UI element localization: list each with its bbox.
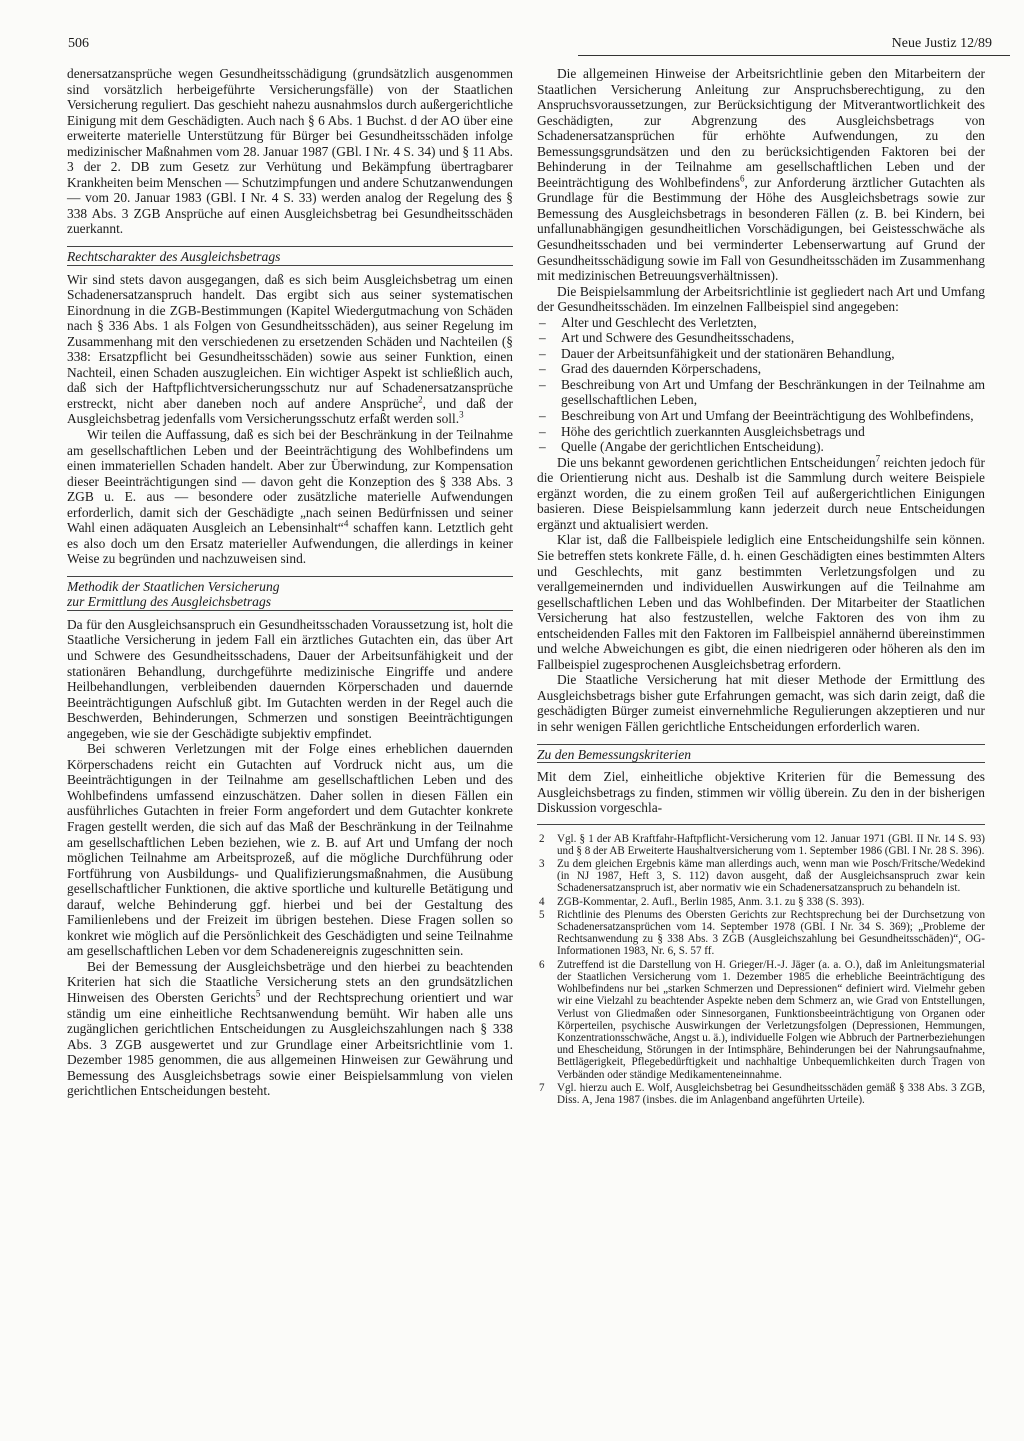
paragraph-text: Die uns bekannt gewordenen gerichtlichen Entscheidungen xyxy=(557,454,876,470)
footnote-number: 3 xyxy=(539,858,545,871)
paragraph-text: Wir teilen die Auffassung, daß es sich bei der Beschränkung in der Teilnahme am gesellschaftlichen Leben und der Beeinträchtigung des Wohlbefindens um einen immateriellen Schaden handelt. Aber zur Überwindung, zur Kompensation dieser Beeinträchtigungen sind — davon geht die Konzeption des § 338 Abs. 3 ZGB u. E. aus — besondere oder zusätzliche materielle Aufwendungen erforderlich, damit sich der Geschädigte „nach seinen Bedürfnissen und seiner Wahl einen adäquaten Ausgleich an Lebensinhalt“ xyxy=(67,426,513,536)
footnote xyxy=(537,833,985,857)
paragraph-text: , zur Anforderung ärztlicher Gutachten als Grundlage für die Bestimmung der Höhe des Ausgleichsbetrags sowie zur Bemessung des Ausgleichsbetrags in besonderen Fällen (z. B. bei Kindern, bei unfallunabhängigen gesundheitlichen Vorschädigungen, bei Geistesschwäche als Gesundheitsschaden und bei verminderter Lebenserwartung auf Grund der Gesundheitsschädigung sowie im Fall von Gesundheitsschäden im Zusammenhang mit medizinischen Betreuungsverhältnissen). xyxy=(537,174,985,284)
footnotes xyxy=(537,824,985,1106)
footnote-text: Vgl. § 1 der AB Kraftfahr-Haftpflicht-Versicherung vom 12. Januar 1971 (GBl. II Nr. 14 S. 93) und § 8 der AB Erweiterte Haushaltversicherung vom 1. September 1986 (GBl. I Nr. 28 S. 396). xyxy=(557,832,985,857)
footnote-ref: 4 xyxy=(343,518,349,529)
heading-line: zur Ermittlung des Ausgleichsbetrags xyxy=(67,594,272,610)
paragraph: Da für den Ausgleichsanspruch ein Gesundheitsschaden Voraussetzung ist, holt die Staatliche Versicherung in jedem Fall ein ärztliches Gutachten ein, das über Art und Schwere des Gesundheitsschadens, Dauer der Arbeitsunfähigkeit und der stationären Behandlung, durchgeführte medizinische Eingriffe und andere Heilbehandlungen, verbleibenden dauernden Körperschaden und dauernde Beeinträchtigungen Aufschluß gibt. Im Gutachten werden in der Regel auch die Beschwerden, Behinderungen, Schmerzen und sonstigen Beeinträchtigungen angegeben, wie sie der Geschädigte subjektiv empfindet. xyxy=(67,616,513,741)
right-column xyxy=(537,66,985,1107)
footnote-ref: 2 xyxy=(418,394,423,405)
footnote xyxy=(537,896,985,908)
paragraph-text: schaffen kann. Letztlich geht es also doch um den Ersatz materieller Aufwendungen, die allerdings in keiner Weise zu begründen und nachzuweisen sind. xyxy=(67,520,513,567)
footnote-text: ZGB-Kommentar, 2. Aufl., Berlin 1985, Anm. 3.1. zu § 338 (S. 393). xyxy=(557,895,865,908)
paragraph: Bei schweren Verletzungen mit der Folge eines erheblichen dauernden Körperschadens reicht ein Gutachten auf Vordruck nicht aus, um die Beeinträchtigungen in der Teilnahme am gesellschaftlichen Leben und des Wohlbefindens umfassend einzuschätzen. Daher sollen in diesen Fällen ein ausführliches Gutachten in freier Form angefordert und dem Gutachter konkrete Fragen gestellt werden, die sich auf das Maß der Beschränkung in der Teilnahme am gesellschaftlichen Leben beziehen, wie z. B. auf Art und Umfang der noch möglichen Teilnahme am Arbeitsprozeß, auf die mögliche Durchführung oder Fortführung von Ausbildungs- und Qualifizierungsmaßnahmen, die Ausübung gesellschaftlicher Funktionen, die aktive sportliche und kulturelle Betätigung und darauf, welche Behinderung ggf. hierbei und bei der Gestaltung des Familienlebens und der Freizeit im übrigen bestehen. Diese Fragen sollen so konkret wie möglich auf die Persönlichkeit des Geschädigten und seine Teilnahme am gesellschaftlichen Leben vor dem Schadenereignis zugeschnitten sein. xyxy=(67,741,513,959)
paragraph: Die Beispielsammlung der Arbeitsrichtlinie ist gegliedert nach Art und Umfang der Gesundheitsschäden. Im einzelnen Fallbeispiel sind angegeben: xyxy=(537,283,985,315)
footnote xyxy=(537,858,985,895)
footnote xyxy=(537,909,985,958)
paragraph xyxy=(67,427,513,567)
running-header xyxy=(58,36,1018,56)
list-item: – Grad des dauernden Körperschadens, xyxy=(537,361,985,377)
paragraph-text: Bei der Bemessung der Ausgleichsbeträge und den hierbei zu beachtenden Kriterien hat sich die Staatliche Versicherung stets an den grundsätzlichen Hinweisen des Obersten Gerichts xyxy=(67,958,513,1006)
paragraph-text: reichten jedoch für die Orientierung nicht aus. Deshalb ist die Sammlung durch weitere Beispiele ergänzt worden, die zu einem großen Teil auf außergerichtlichen Einigungen basieren. Diese Beispielsammlung kann jederzeit durch neue Entscheidungen ergänzt und aktualisiert werden. xyxy=(537,454,985,532)
paragraph xyxy=(67,272,513,427)
list-item: – Beschreibung von Art und Umfang der Beeinträchtigung des Wohlbefindens, xyxy=(537,408,985,424)
section-heading: Rechtscharakter des Ausgleichsbetrags xyxy=(67,246,513,266)
section-heading xyxy=(67,576,513,611)
footnote xyxy=(537,959,985,1081)
footnote-number: 5 xyxy=(539,908,545,921)
paragraph-text: Die allgemeinen Hinweise der Arbeitsrichtlinie geben den Mitarbeitern der Staatlichen Versicherung Anleitung zur Anspruchsberechtigung, zu den Anspruchsvoraussetzungen, zur Berücksichtigung der Mitverantwortlichkeit des Geschädigten, zur Abgrenzung des Ausgleichsbetrags von Schadenersatzansprüchen für erhöhte Aufwendungen, zu den Bemessungsgrundsätzen und den zu berücksichtigenden Faktoren bei der Behinderung in der Teilnahme am gesellschaftlichen Leben und der Beeinträchtigung des Wohlbefindens xyxy=(537,66,985,190)
paragraph: Klar ist, daß die Fallbeispiele lediglich eine Entscheidungshilfe sein können. Sie betreffen stets konkrete Fälle, d. h. einen Geschädigten eines bestimmten Alters und Geschlechts, mit ganz bestimmten Verletzungsfolgen und zu verallgemeinernden und individuellen Auswirkungen auf die Teilnahme am gesellschaftlichen Leben und das Wohlbefinden. Der Mitarbeiter der Staatlichen Versicherung hat also festzustellen, welche Faktoren des von ihm zu entscheidenden Falles mit den Faktoren im Fallbeispiel annähernd übereinstimmen und welche Abweichungen es gibt, die einen niedrigeren oder höheren als den im Fallbeispiel zugesprochenen Ausgleichsbetrag erfordern. xyxy=(537,532,985,672)
left-column xyxy=(67,66,513,1099)
footnote-number: 4 xyxy=(539,895,545,908)
footnote-ref: 3 xyxy=(459,409,464,420)
header-rule xyxy=(578,55,1010,56)
list-item: – Höhe des gerichtlich zuerkannten Ausgleichsbetrags und xyxy=(537,424,985,440)
paragraph: Mit dem Ziel, einheitliche objektive Kriterien für die Bemessung des Ausgleichsbetrags zu finden, stimmen wir völlig überein. Zu den in der bisherigen Diskussion vorgeschla- xyxy=(537,769,985,816)
footnote-ref: 7 xyxy=(875,453,881,464)
paragraph: Die Staatliche Versicherung hat mit dieser Methode der Ermittlung des Ausgleichsbetrags bisher gute Erfahrungen gemacht, was sich darin zeigt, daß die geschädigten Bürger zumeist einvernehmliche Regulierungen akzeptieren und nur in sehr wenigen Fällen gerichtliche Entscheidungen erforderlich waren. xyxy=(537,672,985,734)
journal-issue: Neue Justiz 12/89 xyxy=(891,36,992,51)
footnote-ref: 6 xyxy=(740,173,745,184)
paragraph-text: und der Rechtsprechung orientiert und war ständig um eine einheitliche Rechtsanwendung bemüht. Wir haben alle uns zugänglichen gerichtlichen Entscheidungen zu Ausgleichszahlungen nach § 338 Abs. 3 ZGB ausgewertet und zur Grundlage einer Arbeitsrichtlinie vom 1. Dezember 1985 genommen, die aus allgemeinen Hinweisen zur Gewährung und Bemessung des Ausgleichsbetrags sowie einer Beispielsammlung von vielen gerichtlichen Entscheidungen besteht. xyxy=(67,990,513,1099)
footnote-number: 6 xyxy=(539,958,545,971)
list-item: – Quelle (Angabe der gerichtlichen Entscheidung). xyxy=(537,439,985,455)
footnote xyxy=(537,1082,985,1106)
list-item: – Beschreibung von Art und Umfang der Beschränkungen in der Teilnahme am gesellschaftlichen Leben, xyxy=(537,377,985,408)
footnote-text: Zu dem gleichen Ergebnis käme man allerdings auch, wenn man wie Posch/Fritsche/Wedekind (in NJ 1987, Heft 3, S. 112) davon ausgeht, daß der Ausgleichsanspruch zwar kein Schadenersatzanspruch ist, aber normativ wie ein Schadenersatzanspruch zu behandeln ist. xyxy=(557,858,985,895)
footnote-text: Vgl. hierzu auch E. Wolf, Ausgleichsbetrag bei Gesundheitsschäden gemäß § 338 Abs. 3 ZGB, Diss. A, Jena 1987 (insbes. die im Anlagenband angeführten Urteile). xyxy=(557,1081,985,1106)
footnote-number: 7 xyxy=(539,1081,545,1094)
paragraph xyxy=(537,455,985,533)
paragraph: denersatzansprüche wegen Gesundheitsschädigung (grundsätzlich ausgenommen sind vorsätzlich herbeigeführte Versicherungsfälle) von der Staatlichen Versicherung reguliert. Das geschieht nahezu ausnahmslos durch außergerichtliche Einigung mit dem Geschädigten. Auch nach § 6 Abs. 1 Buchst. d der AO über eine erweiterte materielle Unterstützung für Bürger bei Gesundheitsschäden infolge medizinischer Maßnahmen vom 28. Januar 1987 (GBl. I Nr. 4 S. 34) und § 11 Abs. 3 der 2. DB zum Gesetz zur Verhütung und Bekämpfung übertragbarer Krankheiten beim Menschen — Schutzimpfungen und andere Schutzanwendungen — vom 20. Januar 1983 (GBl. I Nr. 4 S. 33) werden analog der Regelung des § 338 Abs. 3 ZGB Ansprüche auf einen Ausgleichsbetrag bei Gesundheitsschäden zuerkannt. xyxy=(67,66,513,237)
page-number: 506 xyxy=(68,36,89,51)
footnote-ref: 5 xyxy=(255,988,261,999)
paragraph-text: Wir sind stets davon ausgegangen, daß es sich beim Ausgleichsbetrag um einen Schadenersatzanspruch handelt. Das ergibt sich aus seiner systematischen Einordnung in die ZGB-Bestimmungen (Kapitel Wiedergutmachung von Schäden nach § 336 Abs. 1 als Folgen von Gesundheitsschäden), aus seiner Regelung im Zusammenhang mit den verschiedenen zu ersetzenden Schäden und Nachteilen (§ 338: Ersatzpflicht bei Gesundheitsschäden) sowie aus seiner Funktion, einen Nachteil, einen Schaden auszugleichen. Ein wichtiger Aspekt ist schließlich auch, daß sich der Haftpflichtversicherungsschutz nur auf Schadenersatzansprüche erstreckt, nicht aber daneben noch auf andere Ansprüche xyxy=(67,271,513,411)
footnote-number: 2 xyxy=(539,832,545,845)
list-item: – Alter und Geschlecht des Verletzten, xyxy=(537,315,985,331)
heading-line: Methodik der Staatlichen Versicherung xyxy=(67,578,280,594)
paragraph xyxy=(67,959,513,1099)
footnote-text: Richtlinie des Plenums des Obersten Gerichts zur Rechtsprechung bei der Durchsetzung von Schadenersatzansprüchen vom 14. September 1978 (GBl. I Nr. 34 S. 369); „Probleme der Rechtsanwendung zu § 338 Abs. 3 ZGB (Ausgleichszahlung bei Gesundheitsschäden)“, OG-Informationen 1983, Nr. 6, S. 57 ff. xyxy=(557,908,985,958)
list-item: – Dauer der Arbeitsunfähigkeit und der stationären Behandlung, xyxy=(537,346,985,362)
section-heading: Zu den Bemessungskriterien xyxy=(537,744,985,764)
paragraph xyxy=(537,66,985,284)
paragraph-text: , und daß der Ausgleichsbetrag jedenfalls vom Versicherungsschutz erfaßt werden soll. xyxy=(67,395,513,427)
list-item: – Art und Schwere des Gesundheitsschadens, xyxy=(537,330,985,346)
footnote-text: Zutreffend ist die Darstellung von H. Grieger/H.-J. Jäger (a. a. O.), daß im Anleitungsmaterial der Staatlichen Versicherung vom 1. Dezember 1985 die erhebliche Beeinträchtigung des Wohlbefindens nur bei „starken Schmerzen und Depressionen“ definiert wird. Vielmehr geben wir eine Vielzahl zu beachtender Aspekte neben dem Schmerz an, wie Grad von Entstellungen, Verlust von Gliedmaßen oder Sinnesorganen, Funktionsbeeinträchtigung von Organen oder Körperteilen, psychische Auswirkungen der Verletzungsfolgen (Depressionen, Hemmungen, Konzentrationsschwäche, Angst u. ä.), individuelle Folgen wie Abbruch der Partnerbeziehungen und Ehescheidung, Störungen in der Intimsphäre, Behinderungen bei der Nahrungsaufnahme, Bettlägerigkeit, Pflegebedürftigkeit und nachhaltige Unbequemlichkeiten durch Tragen von Verbänden oder ständige Medikamenteneinnahme. xyxy=(557,958,985,1081)
case-attribute-list xyxy=(537,315,985,455)
